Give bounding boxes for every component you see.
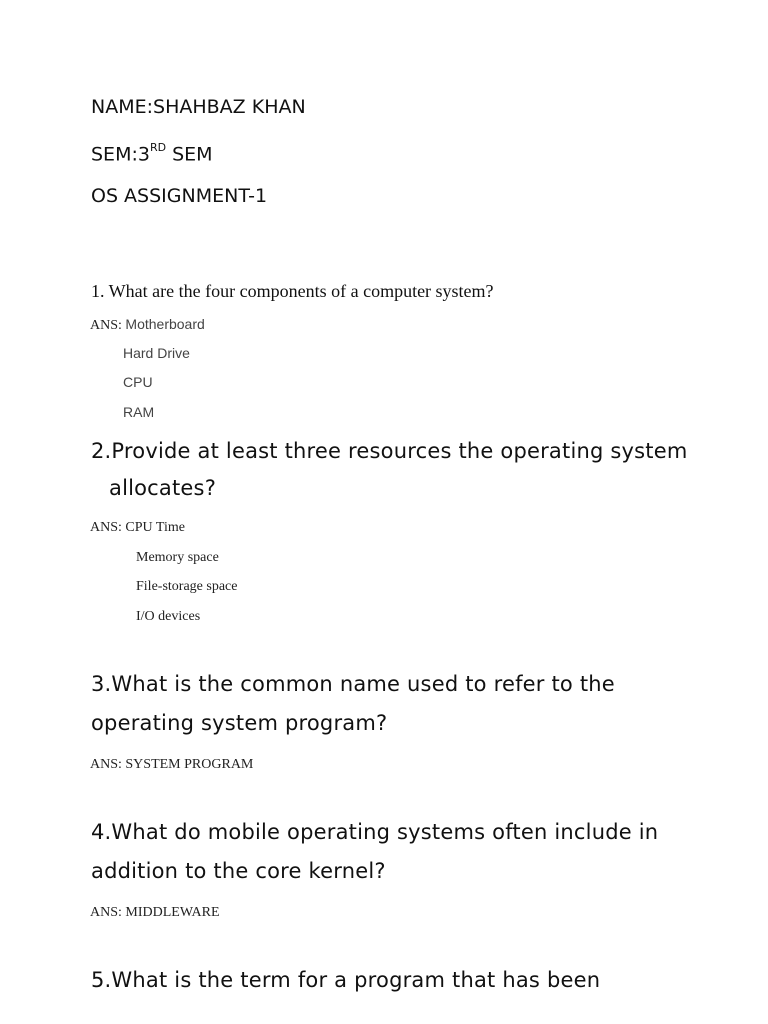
question-4-line-2: addition to the core kernel? (91, 859, 386, 883)
question-3-line-2: operating system program? (91, 711, 388, 735)
semester-suffix: SEM (166, 143, 213, 166)
semester-superscript: RD (149, 141, 167, 154)
assignment-title: OS ASSIGNMENT-1 (91, 185, 268, 207)
question-1: 1. What are the four components of a computer system? (91, 281, 494, 301)
semester (91, 143, 213, 165)
question-3-line-1: 3.What is the common name used to refer to the (91, 672, 615, 696)
answer-4: ANS: MIDDLEWARE (90, 905, 220, 920)
answer-2-item-1: CPU Time (125, 520, 185, 535)
answer-2-prefix: ANS: (90, 520, 126, 535)
answer-1-line-1 (90, 316, 205, 334)
semester-prefix: SEM:3 (91, 143, 150, 166)
answer-1-item-2: Hard Drive (123, 345, 190, 361)
answer-1-prefix: ANS: (90, 318, 126, 333)
question-2-line-2: allocates? (109, 476, 217, 500)
answer-2-item-3: File-storage space (136, 579, 238, 594)
answer-2-item-2: Memory space (136, 550, 219, 565)
student-name: NAME:SHAHBAZ KHAN (91, 96, 306, 118)
answer-3: ANS: SYSTEM PROGRAM (90, 757, 254, 772)
answer-1-item-3: CPU (123, 374, 153, 390)
answer-1-item-1: Motherboard (125, 316, 205, 332)
answer-2-line-1 (90, 520, 185, 536)
question-2-line-1: 2.Provide at least three resources the operating system (91, 439, 688, 463)
question-4-line-1: 4.What do mobile operating systems often include in (91, 820, 659, 844)
answer-1-item-4: RAM (123, 404, 155, 420)
answer-2-item-4: I/O devices (136, 609, 201, 624)
question-5-line-1: 5.What is the term for a program that has been (91, 968, 601, 992)
